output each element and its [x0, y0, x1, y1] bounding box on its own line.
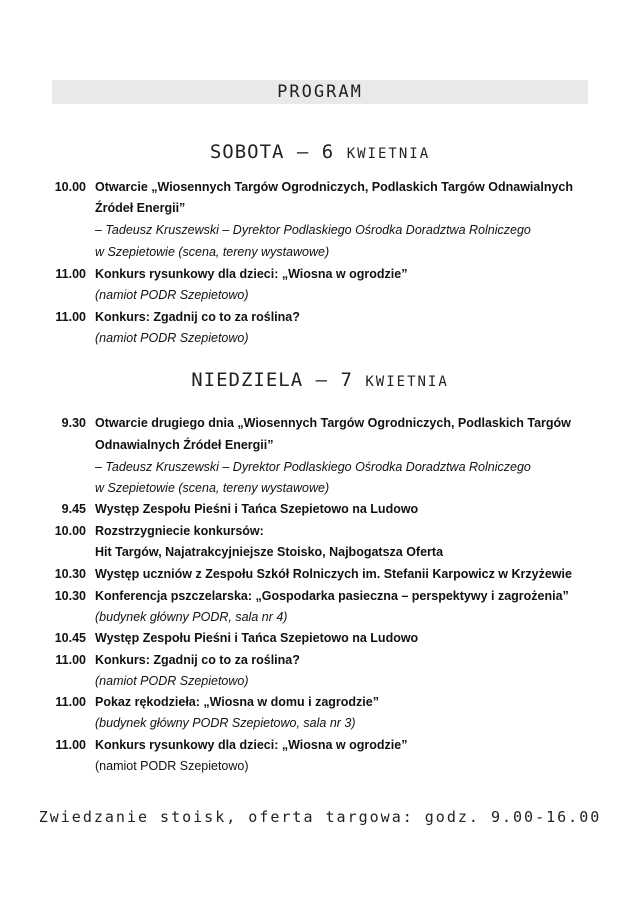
- day-heading-month: KWIETNIA: [365, 374, 449, 390]
- item-note-cont: w Szepietowie (scena, tereny wystawowe): [95, 481, 330, 495]
- item-note: (namiot PODR Szepietowo): [95, 288, 249, 302]
- item-title: Konkurs rysunkowy dla dzieci: „Wiosna w ogrodzie”: [95, 267, 408, 281]
- item-title: Konkurs: Zgadnij co to za roślina?: [95, 310, 300, 324]
- item-title: Konferencja pszczelarska: „Gospodarka pasieczna – perspektywy i zagrożenia”: [95, 589, 569, 603]
- item-note: (budynek główny PODR Szepietowo, sala nr 3): [95, 716, 356, 730]
- item-note: (namiot PODR Szepietowo): [95, 331, 249, 345]
- item-title-cont: Odnawialnych Źródeł Energii”: [95, 438, 274, 452]
- item-title-cont: Hit Targów, Najatrakcyjniejsze Stoisko, Najbogatsza Oferta: [95, 545, 444, 559]
- item-title: Otwarcie drugiego dnia „Wiosennych Targów Ogrodniczych, Podlaskich Targów: [95, 416, 571, 430]
- opening-hours-footer: Zwiedzanie stoisk, oferta targowa: godz. 9.00-16.00: [38, 808, 602, 826]
- item-title: Występ uczniów z Zespołu Szkół Rolniczych im. Stefanii Karpowicz w Krzyżewie: [95, 567, 572, 581]
- item-time: 11.00: [55, 695, 86, 709]
- item-time: 11.00: [55, 653, 86, 667]
- day-heading-main: NIEDZIELA – 7: [191, 369, 366, 391]
- item-time: 10.30: [54, 567, 86, 581]
- day-heading-saturday: [0, 141, 640, 163]
- day-heading-sunday: [0, 369, 640, 391]
- page-title: PROGRAM: [277, 82, 363, 102]
- item-note: – Tadeusz Kruszewski – Dyrektor Podlaskiego Ośrodka Doradztwa Rolniczego: [95, 460, 531, 474]
- item-time: 11.00: [55, 267, 86, 281]
- item-time: 10.00: [54, 180, 86, 194]
- item-time: 10.00: [54, 524, 86, 538]
- item-title-cont: Źródeł Energii”: [95, 201, 186, 215]
- item-time: 11.00: [55, 738, 86, 752]
- item-title: Rozstrzygniecie konkursów:: [95, 524, 264, 538]
- item-note: – Tadeusz Kruszewski – Dyrektor Podlaskiego Ośrodka Doradztwa Rolniczego: [95, 223, 531, 237]
- program-header-bar: [52, 80, 588, 104]
- item-note-cont: w Szepietowie (scena, tereny wystawowe): [95, 245, 330, 259]
- item-title: Występ Zespołu Pieśni i Tańca Szepietowo na Ludowo: [95, 631, 419, 645]
- item-time: 10.45: [54, 631, 86, 645]
- item-title: Pokaz rękodzieła: „Wiosna w domu i zagrodzie”: [95, 695, 379, 709]
- item-time: 11.00: [55, 310, 86, 324]
- item-title: Konkurs: Zgadnij co to za roślina?: [95, 653, 300, 667]
- item-note: (namiot PODR Szepietowo): [95, 674, 249, 688]
- item-title: Konkurs rysunkowy dla dzieci: „Wiosna w ogrodzie”: [95, 738, 408, 752]
- day-heading-month: KWIETNIA: [346, 146, 431, 162]
- item-time: 9.45: [61, 502, 86, 516]
- item-note: (budynek główny PODR, sala nr 4): [95, 610, 288, 624]
- item-title: Otwarcie „Wiosennych Targów Ogrodniczych, Podlaskich Targów Odnawialnych: [95, 180, 573, 194]
- item-title: Występ Zespołu Pieśni i Tańca Szepietowo na Ludowo: [95, 502, 419, 516]
- day-heading-main: SOBOTA – 6: [209, 141, 347, 163]
- item-time: 10.30: [54, 589, 86, 603]
- item-note: (namiot PODR Szepietowo): [95, 759, 249, 773]
- item-time: 9.30: [61, 416, 86, 430]
